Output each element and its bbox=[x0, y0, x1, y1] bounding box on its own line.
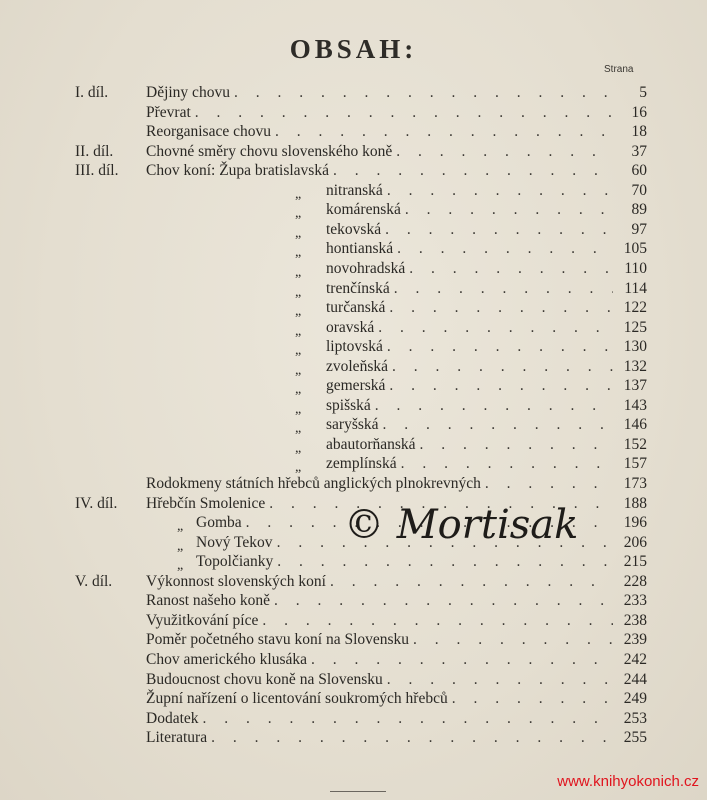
ditto-mark: „ bbox=[177, 538, 184, 554]
toc-entry-title: Gomba bbox=[196, 514, 242, 532]
leader-dots bbox=[387, 337, 613, 356]
toc-row bbox=[0, 122, 707, 141]
toc-entry bbox=[146, 474, 647, 493]
leader-dots bbox=[311, 650, 613, 669]
leader-dots bbox=[333, 161, 613, 180]
leader-dots bbox=[195, 103, 613, 122]
toc-row bbox=[0, 298, 707, 320]
leader-dots bbox=[277, 552, 613, 571]
ditto-mark: „ bbox=[295, 323, 302, 339]
toc-entry bbox=[146, 611, 647, 630]
toc-entry bbox=[326, 435, 647, 454]
toc-page-number: 242 bbox=[623, 650, 647, 668]
toc-entry-title: abautorňanská bbox=[326, 435, 416, 453]
toc-page-number: 255 bbox=[623, 729, 647, 747]
leader-dots bbox=[401, 454, 613, 473]
toc-page-number: 132 bbox=[623, 357, 647, 375]
leader-dots bbox=[389, 298, 613, 317]
toc-part: II. díl. bbox=[75, 142, 114, 160]
toc-entry bbox=[146, 709, 647, 728]
toc-entry-title: Chovné směry chovu slovenského koně bbox=[146, 142, 393, 160]
ditto-mark: „ bbox=[295, 304, 302, 320]
toc-entry-title: oravská bbox=[326, 318, 375, 336]
toc-entry-title: saryšská bbox=[326, 416, 379, 434]
toc-entry-title: Poměr početného stavu koní na Slovensku bbox=[146, 631, 410, 649]
toc-part: I. díl. bbox=[75, 84, 109, 101]
toc-row bbox=[0, 396, 707, 415]
toc-page-number: 143 bbox=[623, 396, 647, 414]
toc-entry bbox=[326, 376, 647, 395]
toc-row bbox=[0, 670, 707, 689]
toc-row bbox=[0, 689, 707, 708]
toc-page-number: 60 bbox=[631, 162, 647, 180]
toc-page-number: 157 bbox=[623, 455, 647, 473]
toc-entry-title: zemplínská bbox=[326, 455, 397, 473]
toc-page-number: 70 bbox=[631, 181, 647, 199]
leader-dots bbox=[378, 318, 613, 337]
leader-dots bbox=[330, 572, 613, 591]
toc-page-number: 206 bbox=[623, 533, 647, 551]
leader-dots bbox=[234, 83, 613, 102]
toc-entry-title: hontianská bbox=[326, 240, 394, 258]
toc-page-number: 37 bbox=[631, 142, 647, 160]
leader-dots bbox=[397, 239, 613, 258]
ditto-mark: „ bbox=[295, 225, 302, 241]
toc-entry-title: Převrat bbox=[146, 103, 191, 121]
toc-entry-title: Ranost našeho koně bbox=[146, 592, 270, 610]
toc-entry bbox=[326, 318, 647, 337]
page-column-label: Strana bbox=[604, 64, 634, 75]
toc-entry bbox=[146, 142, 647, 161]
toc-entry bbox=[326, 337, 647, 356]
toc-entry-title: komárenská bbox=[326, 201, 401, 219]
toc-entry bbox=[326, 181, 647, 200]
toc-entry bbox=[326, 200, 647, 219]
leader-dots bbox=[275, 122, 613, 141]
toc-entry-title: Župní nařízení o licentování soukromých hřebců bbox=[146, 690, 448, 708]
toc-entry-title: novohradská bbox=[326, 259, 406, 277]
toc-row bbox=[0, 552, 707, 574]
toc-entry-title: spišská bbox=[326, 396, 371, 414]
toc-page-number: 188 bbox=[623, 494, 647, 512]
toc-part: III. díl. bbox=[75, 162, 119, 180]
toc-row bbox=[0, 103, 707, 122]
toc-row bbox=[0, 318, 707, 337]
toc-entry-title: nitranská bbox=[326, 181, 383, 199]
toc-row bbox=[0, 709, 707, 728]
leader-dots bbox=[420, 435, 613, 454]
toc-page-number: 244 bbox=[623, 670, 647, 688]
ditto-mark: „ bbox=[295, 421, 302, 437]
toc-row bbox=[0, 161, 707, 180]
toc-entry bbox=[146, 103, 647, 122]
ditto-mark: „ bbox=[295, 284, 302, 300]
leader-dots bbox=[383, 415, 613, 434]
leader-dots bbox=[392, 357, 613, 376]
toc-entry-title: turčanská bbox=[326, 299, 386, 317]
ditto-mark: „ bbox=[295, 206, 302, 222]
toc-entry bbox=[326, 259, 647, 278]
leader-dots bbox=[387, 670, 613, 689]
toc-entry bbox=[326, 298, 647, 317]
toc-row bbox=[0, 142, 707, 161]
toc-row bbox=[0, 220, 707, 239]
toc-row bbox=[0, 200, 707, 222]
toc-page-number: 18 bbox=[631, 123, 647, 141]
toc-entry-title: Dodatek bbox=[146, 709, 199, 727]
ditto-mark: „ bbox=[295, 245, 302, 261]
toc-page-number: 114 bbox=[624, 279, 647, 297]
toc-entry bbox=[326, 396, 647, 415]
leader-dots bbox=[375, 396, 613, 415]
toc-entry bbox=[326, 454, 647, 473]
toc-page-number: 196 bbox=[623, 514, 647, 532]
toc-page-number: 173 bbox=[623, 475, 647, 492]
toc-page-number: 249 bbox=[623, 690, 647, 708]
toc-entry bbox=[146, 122, 647, 141]
toc-row bbox=[0, 415, 707, 437]
toc-entry bbox=[146, 630, 647, 649]
leader-dots bbox=[211, 728, 613, 747]
leader-dots bbox=[396, 142, 613, 161]
ditto-mark: „ bbox=[295, 401, 302, 417]
toc-entry bbox=[146, 572, 647, 591]
toc-page-number: 152 bbox=[623, 435, 647, 453]
leader-dots bbox=[405, 200, 613, 219]
toc-row bbox=[0, 591, 707, 610]
toc-row bbox=[0, 611, 707, 630]
toc-entry-title: Nový Tekov bbox=[196, 533, 273, 551]
leader-dots bbox=[203, 709, 613, 728]
toc-part: IV. díl. bbox=[75, 494, 118, 512]
ditto-mark: „ bbox=[295, 440, 302, 456]
ditto-mark: „ bbox=[295, 264, 302, 280]
toc-page-number: 146 bbox=[623, 416, 647, 434]
toc-page-number: 215 bbox=[623, 553, 647, 571]
toc-entry bbox=[326, 415, 647, 434]
toc-entry-title: Rodokmeny státních hřebců anglických plnokrevných bbox=[146, 475, 481, 492]
toc-entry-title: Reorganisace chovu bbox=[146, 123, 271, 141]
toc-entry-title: trenčínská bbox=[326, 279, 390, 297]
toc-entry-title: Literatura bbox=[146, 729, 208, 747]
toc-entry bbox=[146, 591, 647, 610]
toc-row bbox=[0, 376, 707, 398]
ditto-mark: „ bbox=[295, 460, 302, 476]
leader-dots bbox=[389, 376, 613, 395]
toc-page-number: 238 bbox=[623, 611, 647, 629]
toc-entry bbox=[326, 279, 647, 298]
toc-page-number: 125 bbox=[623, 318, 647, 336]
leader-dots bbox=[394, 279, 613, 298]
leader-dots bbox=[413, 630, 613, 649]
toc-entry bbox=[146, 689, 647, 708]
toc-row bbox=[0, 279, 707, 298]
toc-part: V. díl. bbox=[75, 572, 113, 590]
ditto-mark: „ bbox=[295, 382, 302, 398]
page-title: OBSAH: bbox=[289, 34, 418, 64]
toc-row bbox=[0, 239, 707, 261]
toc-page-number: 130 bbox=[623, 338, 647, 356]
divider bbox=[330, 791, 386, 792]
toc-entry-title: Výkonnost slovenských koní bbox=[146, 572, 326, 590]
toc-entry-title: liptovská bbox=[326, 338, 383, 356]
toc-row bbox=[0, 728, 707, 747]
leader-dots bbox=[452, 689, 613, 708]
leader-dots bbox=[387, 181, 613, 200]
toc-page-number: 110 bbox=[624, 259, 647, 277]
toc-page-number: 253 bbox=[623, 709, 647, 727]
toc-entry bbox=[146, 83, 647, 102]
toc-entry-title: gemerská bbox=[326, 377, 386, 395]
toc-entry bbox=[146, 728, 647, 747]
toc-row bbox=[0, 337, 707, 359]
toc-row bbox=[0, 181, 707, 200]
toc-entry-title: Budoucnost chovu koně na Slovensku bbox=[146, 670, 383, 688]
toc-entry bbox=[146, 161, 647, 180]
toc-row bbox=[0, 259, 707, 278]
toc-entry bbox=[146, 650, 647, 669]
ditto-mark: „ bbox=[177, 519, 184, 535]
leader-dots bbox=[409, 259, 613, 278]
toc-entry-title: Využitkování píce bbox=[146, 611, 259, 629]
toc-entry bbox=[326, 357, 647, 376]
watermark: © Mortisak bbox=[344, 502, 579, 548]
toc-page-number: 16 bbox=[631, 103, 647, 121]
toc-row bbox=[0, 435, 707, 454]
toc-page-number: 228 bbox=[623, 572, 647, 590]
toc-page-number: 97 bbox=[631, 220, 647, 238]
toc-row bbox=[0, 83, 707, 102]
toc-entry bbox=[326, 239, 647, 258]
ditto-mark: „ bbox=[295, 362, 302, 378]
toc-page-number: 5 bbox=[639, 84, 647, 101]
toc-row bbox=[0, 357, 707, 376]
toc-entry bbox=[146, 670, 647, 689]
ditto-mark: „ bbox=[295, 343, 302, 359]
leader-dots bbox=[385, 220, 613, 239]
toc-entry-title: Dějiny chovu bbox=[146, 84, 230, 101]
toc-row bbox=[0, 630, 707, 649]
leader-dots bbox=[274, 591, 613, 610]
leader-dots bbox=[485, 474, 613, 493]
toc-entry-title: Topolčianky bbox=[196, 553, 274, 571]
toc-page-number: 233 bbox=[623, 592, 647, 610]
toc-entry bbox=[326, 220, 647, 239]
toc-row bbox=[0, 454, 707, 476]
leader-dots bbox=[262, 611, 613, 630]
footer-link[interactable]: www.knihyokonich.cz bbox=[557, 773, 699, 790]
toc-entry-title: Chov amerického klusáka bbox=[146, 650, 307, 668]
toc-entry-title: tekovská bbox=[326, 220, 382, 238]
toc-page-number: 137 bbox=[623, 377, 647, 395]
toc-entry bbox=[196, 552, 647, 571]
ditto-mark: „ bbox=[295, 186, 302, 202]
toc-row bbox=[0, 572, 707, 591]
toc-page-number: 105 bbox=[623, 240, 647, 258]
toc-page-number: 239 bbox=[623, 631, 647, 649]
toc-entry-title: Chov koní: Župa bratislavská bbox=[146, 162, 329, 180]
ditto-mark: „ bbox=[177, 558, 184, 574]
toc-page-number: 122 bbox=[623, 299, 647, 317]
toc-entry-title: Hřebčín Smolenice bbox=[146, 494, 266, 512]
toc-entry-title: zvoleňská bbox=[326, 357, 388, 375]
toc-page-number: 89 bbox=[631, 201, 647, 219]
toc-row bbox=[0, 474, 707, 493]
toc-row bbox=[0, 650, 707, 669]
